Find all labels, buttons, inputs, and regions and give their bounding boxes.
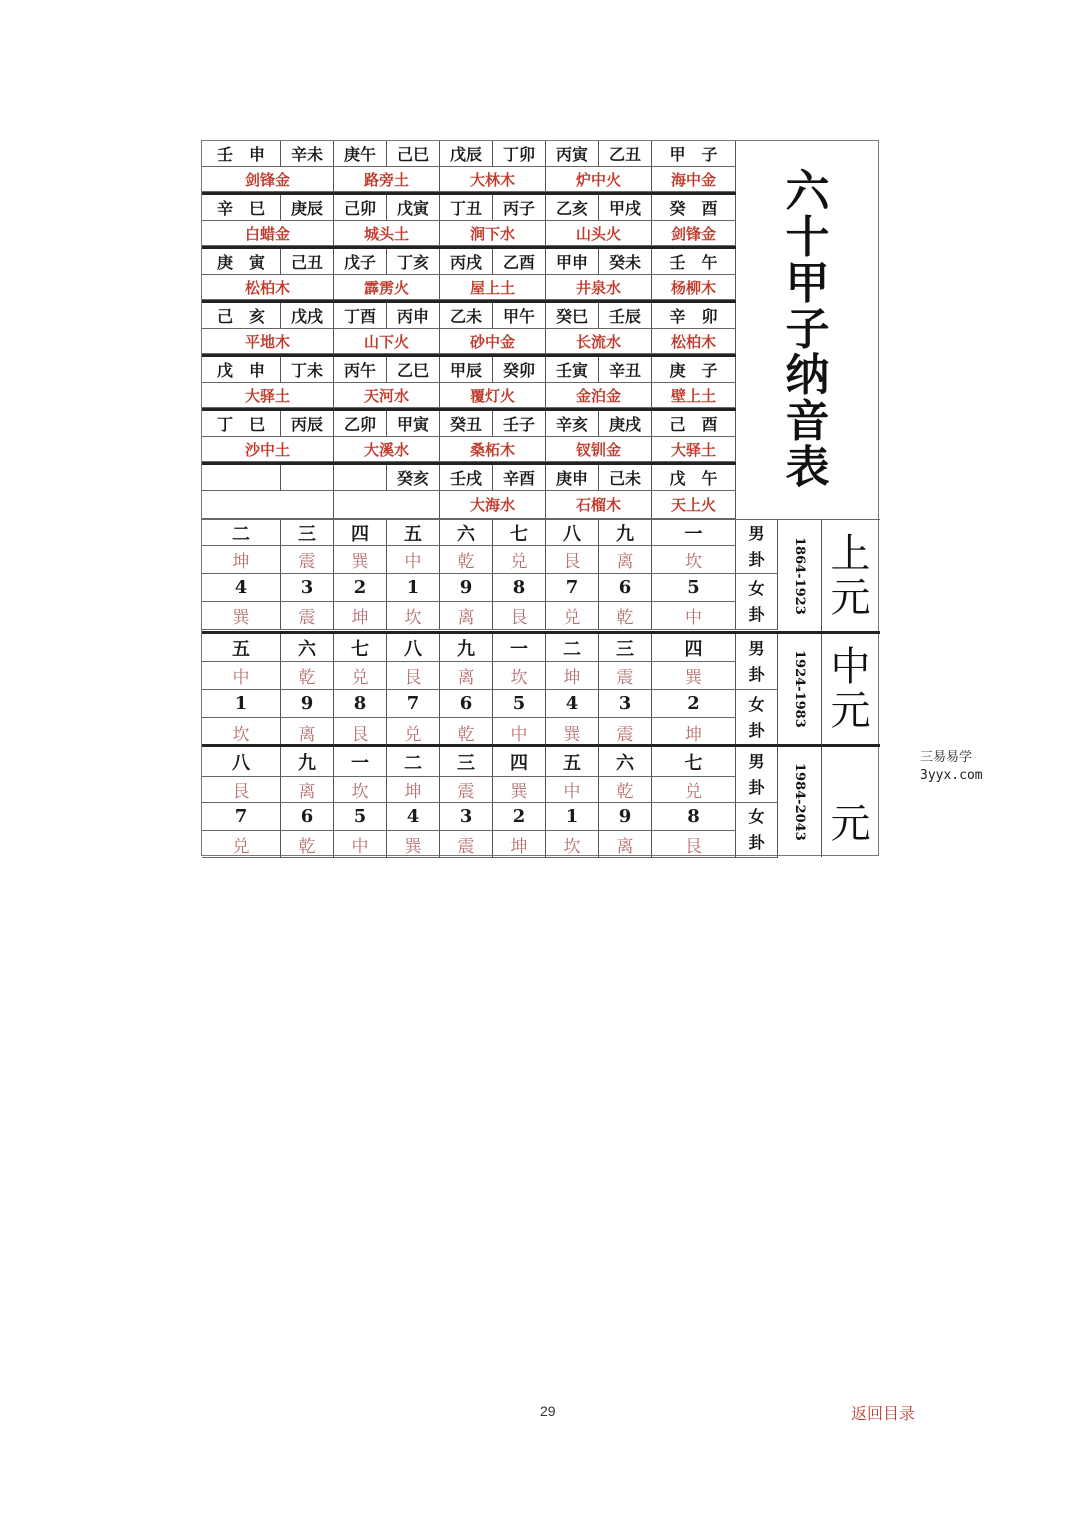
gua-cell: 巽 — [546, 718, 599, 747]
title-char: 甲 — [785, 258, 830, 309]
gua-cell: 兑 — [387, 718, 440, 747]
watermark-line-1: 三易易学 — [920, 750, 973, 765]
title-char: 音 — [785, 396, 830, 447]
male-gua-row — [202, 777, 736, 803]
title-char: 十 — [785, 212, 830, 263]
ganzhi-cell: 乙亥 — [546, 195, 599, 221]
nayin-grid — [202, 141, 736, 519]
nayin-cell: 钗钏金 — [546, 437, 652, 462]
ganzhi-cell: 辛丑 — [599, 357, 652, 383]
ganzhi-cell: 辛未 — [281, 141, 334, 167]
female-nums-row — [202, 574, 736, 602]
ganzhi-cell: 戊子 — [334, 249, 387, 275]
ganzhi-cell: 癸巳 — [546, 303, 599, 329]
star-number-cell: 九 — [440, 634, 493, 662]
year-range — [778, 520, 822, 631]
ganzhi-cell: 辛亥 — [546, 411, 599, 437]
gua-cell: 兑 — [546, 602, 599, 630]
ganzhi-cell: 癸未 — [599, 249, 652, 275]
back-to-contents-link[interactable]: 返回目录 — [851, 1404, 916, 1423]
ganzhi-cell: 己 亥 — [202, 303, 281, 329]
ganzhi-cell: 癸卯 — [493, 357, 546, 383]
ganzhi-cell: 丙午 — [334, 357, 387, 383]
nayin-cell: 城头土 — [334, 221, 440, 246]
nayin-cell: 路旁土 — [334, 167, 440, 192]
nayin-cell: 霹雳火 — [334, 275, 440, 300]
gua-cell: 震 — [440, 831, 493, 858]
star-number-cell: 1 — [202, 690, 281, 718]
star-number-cell: 8 — [334, 690, 387, 718]
yuan-char: 中 — [830, 644, 871, 690]
nayin-cell: 天上火 — [652, 491, 736, 519]
gua-cell: 兑 — [652, 777, 736, 803]
male-nums-row — [202, 634, 736, 662]
ganzhi-cell: 庚辰 — [281, 195, 334, 221]
nayin-cell: 海中金 — [652, 167, 736, 192]
star-number-cell: 3 — [281, 574, 334, 602]
star-number-cell: 四 — [493, 747, 546, 777]
ganzhi-row — [202, 195, 736, 221]
yuan-name — [822, 634, 879, 744]
title-char: 子 — [785, 304, 830, 355]
nayin-cell: 山下火 — [334, 329, 440, 354]
star-number-cell: 九 — [599, 520, 652, 546]
ganzhi-cell: 壬子 — [493, 411, 546, 437]
gua-cell: 乾 — [440, 718, 493, 747]
nayin-cell: 剑锋金 — [202, 167, 334, 192]
star-number-cell: 4 — [387, 803, 440, 831]
gua-cell: 离 — [440, 662, 493, 690]
female-nums-row — [202, 690, 736, 718]
star-number-cell: 九 — [281, 747, 334, 777]
ganzhi-cell: 辛 卯 — [652, 303, 736, 329]
nayin-cell: 松柏木 — [652, 329, 736, 354]
gua-cell: 震 — [599, 718, 652, 747]
gua-cell: 坤 — [546, 662, 599, 690]
star-number-cell: 五 — [202, 634, 281, 662]
nayin-row — [202, 329, 736, 357]
nayin-row — [202, 275, 736, 303]
ganzhi-row — [202, 303, 736, 329]
ganzhi-cell: 庚 寅 — [202, 249, 281, 275]
star-number-cell: 6 — [599, 574, 652, 602]
star-number-cell: 2 — [493, 803, 546, 831]
nayin-cell: 大海水 — [440, 491, 546, 519]
gua-cell: 巽 — [202, 602, 281, 630]
ganzhi-cell: 壬寅 — [546, 357, 599, 383]
gua-cell: 离 — [281, 718, 334, 747]
ganzhi-cell: 甲寅 — [387, 411, 440, 437]
gua-cell: 坎 — [652, 546, 736, 574]
gua-cell: 巽 — [334, 546, 387, 574]
gua-cell: 中 — [652, 602, 736, 630]
nayin-cell: 大林木 — [440, 167, 546, 192]
star-number-cell: 七 — [652, 747, 736, 777]
gua-cell: 离 — [440, 602, 493, 630]
ganzhi-cell: 甲戌 — [599, 195, 652, 221]
gua-cell: 乾 — [599, 602, 652, 630]
nayin-cell: 砂中金 — [440, 329, 546, 354]
nayin-cell: 炉中火 — [546, 167, 652, 192]
nayin-cell: 井泉水 — [546, 275, 652, 300]
watermark — [880, 740, 1080, 790]
star-number-cell: 一 — [493, 634, 546, 662]
star-number-cell: 八 — [546, 520, 599, 546]
ganzhi-cell: 甲辰 — [440, 357, 493, 383]
ganzhi-cell: 戊 申 — [202, 357, 281, 383]
star-number-cell: 五 — [387, 520, 440, 546]
female-nums-row — [202, 803, 736, 831]
gua-cell: 坤 — [334, 602, 387, 630]
female-gua-label: 女 卦 — [736, 803, 778, 858]
star-number-cell: 8 — [493, 574, 546, 602]
star-number-cell: 7 — [546, 574, 599, 602]
star-number-cell: 1 — [546, 803, 599, 831]
star-number-cell: 四 — [334, 520, 387, 546]
gua-cell: 乾 — [440, 546, 493, 574]
ganzhi-cell: 丁 巳 — [202, 411, 281, 437]
gua-cell: 中 — [334, 831, 387, 858]
gua-cell: 艮 — [334, 718, 387, 747]
star-number-cell: 3 — [599, 690, 652, 718]
ganzhi-cell: 乙丑 — [599, 141, 652, 167]
star-number-cell: 7 — [387, 690, 440, 718]
female-gua-label: 女 卦 — [736, 574, 778, 630]
gua-cell: 兑 — [334, 662, 387, 690]
star-number-cell: 六 — [440, 520, 493, 546]
ganzhi-cell: 壬 申 — [202, 141, 281, 167]
nayin-cell: 大驿土 — [202, 383, 334, 408]
ganzhi-cell — [334, 465, 387, 491]
female-gua-row — [202, 831, 736, 858]
male-gua-label: 男 卦 — [736, 634, 778, 690]
yuan-block — [202, 744, 880, 857]
star-number-cell: 2 — [652, 690, 736, 718]
year-range-text: 1984-2043 — [792, 763, 807, 841]
gua-cell: 中 — [493, 718, 546, 747]
nayin-row — [202, 167, 736, 195]
star-number-cell: 四 — [652, 634, 736, 662]
gua-cell: 艮 — [546, 546, 599, 574]
gua-cell: 中 — [387, 546, 440, 574]
title-char: 纳 — [785, 350, 830, 401]
ganzhi-row — [202, 141, 736, 167]
star-number-cell: 七 — [493, 520, 546, 546]
ganzhi-cell: 己 酉 — [652, 411, 736, 437]
nayin-cell: 桑柘木 — [440, 437, 546, 462]
ganzhi-cell: 己巳 — [387, 141, 440, 167]
nayin-cell: 涧下水 — [440, 221, 546, 246]
nayin-cell: 杨柳木 — [652, 275, 736, 300]
star-number-cell: 7 — [202, 803, 281, 831]
ganzhi-cell: 乙卯 — [334, 411, 387, 437]
nayin-cell: 石榴木 — [546, 491, 652, 519]
star-number-cell: 三 — [599, 634, 652, 662]
star-number-cell: 二 — [387, 747, 440, 777]
male-nums-row — [202, 747, 736, 777]
star-number-cell: 4 — [202, 574, 281, 602]
gua-cell: 艮 — [493, 602, 546, 630]
ganzhi-cell: 壬戌 — [440, 465, 493, 491]
nayin-row — [202, 221, 736, 249]
ganzhi-cell: 甲 子 — [652, 141, 736, 167]
star-number-cell: 八 — [202, 747, 281, 777]
female-gua-label: 女 卦 — [736, 690, 778, 747]
ganzhi-cell: 庚 子 — [652, 357, 736, 383]
ganzhi-row — [202, 357, 736, 383]
ganzhi-cell: 己未 — [599, 465, 652, 491]
ganzhi-cell: 戊 午 — [652, 465, 736, 491]
table-title — [736, 141, 879, 519]
star-number-cell: 三 — [440, 747, 493, 777]
gua-cell: 坎 — [334, 777, 387, 803]
ganzhi-cell: 戊辰 — [440, 141, 493, 167]
ganzhi-cell: 辛 巳 — [202, 195, 281, 221]
ganzhi-cell: 丙寅 — [546, 141, 599, 167]
ganzhi-row — [202, 465, 736, 491]
yuan-char — [844, 758, 857, 802]
nayin-cell: 屋上土 — [440, 275, 546, 300]
star-number-cell: 七 — [334, 634, 387, 662]
ganzhi-cell: 丙辰 — [281, 411, 334, 437]
gua-cell: 离 — [281, 777, 334, 803]
star-number-cell: 9 — [599, 803, 652, 831]
male-gua-label: 男 卦 — [736, 747, 778, 803]
ganzhi-cell: 丙申 — [387, 303, 440, 329]
ganzhi-cell: 乙未 — [440, 303, 493, 329]
ganzhi-cell: 癸亥 — [387, 465, 440, 491]
ganzhi-cell: 丁未 — [281, 357, 334, 383]
year-range-text: 1864-1923 — [792, 536, 807, 615]
gua-cell: 坎 — [387, 602, 440, 630]
gua-cell: 坤 — [387, 777, 440, 803]
male-gua-row — [202, 546, 736, 574]
ganzhi-cell: 癸丑 — [440, 411, 493, 437]
nayin-cell — [202, 491, 334, 519]
watermark-line-2: 3yyx.com — [920, 768, 983, 783]
yuan-block — [202, 519, 880, 631]
yuan-name — [822, 520, 879, 631]
star-number-cell: 一 — [652, 520, 736, 546]
ganzhi-cell: 丁卯 — [493, 141, 546, 167]
nayin-cell: 长流水 — [546, 329, 652, 354]
ganzhi-cell: 己卯 — [334, 195, 387, 221]
ganzhi-row — [202, 249, 736, 275]
gua-cell: 震 — [599, 662, 652, 690]
gua-cell: 震 — [440, 777, 493, 803]
star-number-cell: 6 — [281, 803, 334, 831]
gua-cell: 坤 — [493, 831, 546, 858]
nayin-cell: 大溪水 — [334, 437, 440, 462]
gua-cell: 震 — [281, 546, 334, 574]
gua-cell: 中 — [546, 777, 599, 803]
gua-cell: 中 — [202, 662, 281, 690]
star-number-cell: 六 — [281, 634, 334, 662]
ganzhi-cell: 壬辰 — [599, 303, 652, 329]
gua-cell: 乾 — [281, 662, 334, 690]
gua-cell: 艮 — [652, 831, 736, 858]
gua-cell: 离 — [599, 831, 652, 858]
nayin-row — [202, 491, 736, 519]
star-number-cell: 三 — [281, 520, 334, 546]
star-number-cell: 八 — [387, 634, 440, 662]
ganzhi-cell — [202, 465, 281, 491]
ganzhi-cell: 壬 午 — [652, 249, 736, 275]
nayin-cell: 大驿土 — [652, 437, 736, 462]
gua-cell: 坎 — [546, 831, 599, 858]
nayin-table — [201, 140, 879, 856]
nayin-row — [202, 383, 736, 411]
gua-cell: 乾 — [281, 831, 334, 858]
star-number-cell: 5 — [493, 690, 546, 718]
ganzhi-cell: 庚午 — [334, 141, 387, 167]
gua-cell: 巽 — [387, 831, 440, 858]
nayin-cell: 白蜡金 — [202, 221, 334, 246]
star-number-cell: 一 — [334, 747, 387, 777]
ganzhi-cell — [281, 465, 334, 491]
nayin-cell: 壁上土 — [652, 383, 736, 408]
gua-cell: 震 — [281, 602, 334, 630]
ganzhi-cell: 丁酉 — [334, 303, 387, 329]
gua-cell: 艮 — [387, 662, 440, 690]
yuan-char: 元 — [830, 801, 871, 847]
year-range — [778, 634, 822, 744]
ganzhi-cell: 癸 酉 — [652, 195, 736, 221]
ganzhi-cell: 丁亥 — [387, 249, 440, 275]
yuan-char: 上 — [830, 530, 871, 577]
star-number-cell: 9 — [440, 574, 493, 602]
nayin-row — [202, 437, 736, 465]
star-number-cell: 9 — [281, 690, 334, 718]
page-number: 29 — [540, 1403, 556, 1419]
nayin-cell — [334, 491, 440, 519]
gua-cell: 兑 — [493, 546, 546, 574]
ganzhi-row — [202, 411, 736, 437]
male-gua-row — [202, 662, 736, 690]
ganzhi-cell: 辛酉 — [493, 465, 546, 491]
star-number-cell: 五 — [546, 747, 599, 777]
star-number-cell: 5 — [334, 803, 387, 831]
ganzhi-cell: 乙巳 — [387, 357, 440, 383]
ganzhi-cell: 庚戌 — [599, 411, 652, 437]
ganzhi-cell: 乙酉 — [493, 249, 546, 275]
ganzhi-cell: 戊戌 — [281, 303, 334, 329]
gua-cell: 巽 — [652, 662, 736, 690]
yuan-block — [202, 631, 880, 744]
star-number-cell: 5 — [652, 574, 736, 602]
yuan-char: 元 — [830, 688, 871, 734]
nayin-cell: 沙中土 — [202, 437, 334, 462]
year-range — [778, 747, 822, 857]
nayin-cell: 天河水 — [334, 383, 440, 408]
gua-cell: 坎 — [493, 662, 546, 690]
male-gua-label: 男 卦 — [736, 520, 778, 574]
ganzhi-cell: 甲午 — [493, 303, 546, 329]
star-number-cell: 2 — [334, 574, 387, 602]
nayin-cell: 剑锋金 — [652, 221, 736, 246]
ganzhi-cell: 戊寅 — [387, 195, 440, 221]
ganzhi-cell: 丙子 — [493, 195, 546, 221]
gua-cell: 坤 — [652, 718, 736, 747]
title-char: 表 — [785, 442, 830, 493]
star-number-cell: 3 — [440, 803, 493, 831]
female-gua-row — [202, 718, 736, 747]
yuan-name — [822, 747, 879, 857]
ganzhi-cell: 己丑 — [281, 249, 334, 275]
title-char: 六 — [785, 166, 830, 217]
ganzhi-cell: 甲申 — [546, 249, 599, 275]
nayin-cell: 金泊金 — [546, 383, 652, 408]
star-number-cell: 二 — [202, 520, 281, 546]
gua-cell: 艮 — [202, 777, 281, 803]
ganzhi-cell: 庚申 — [546, 465, 599, 491]
star-number-cell: 8 — [652, 803, 736, 831]
star-number-cell: 6 — [440, 690, 493, 718]
yuan-char: 元 — [830, 574, 871, 621]
ganzhi-cell: 丁丑 — [440, 195, 493, 221]
star-number-cell: 六 — [599, 747, 652, 777]
ganzhi-cell: 丙戌 — [440, 249, 493, 275]
gua-cell: 离 — [599, 546, 652, 574]
nayin-cell: 平地木 — [202, 329, 334, 354]
star-number-cell: 4 — [546, 690, 599, 718]
nayin-cell: 松柏木 — [202, 275, 334, 300]
year-range-text: 1924-1983 — [792, 650, 807, 728]
gua-cell: 坎 — [202, 718, 281, 747]
gua-cell: 巽 — [493, 777, 546, 803]
female-gua-row — [202, 602, 736, 630]
nayin-cell: 覆灯火 — [440, 383, 546, 408]
star-number-cell: 二 — [546, 634, 599, 662]
gua-cell: 兑 — [202, 831, 281, 858]
gua-cell: 坤 — [202, 546, 281, 574]
gua-cell: 乾 — [599, 777, 652, 803]
male-nums-row — [202, 520, 736, 546]
nayin-cell: 山头火 — [546, 221, 652, 246]
star-number-cell: 1 — [387, 574, 440, 602]
